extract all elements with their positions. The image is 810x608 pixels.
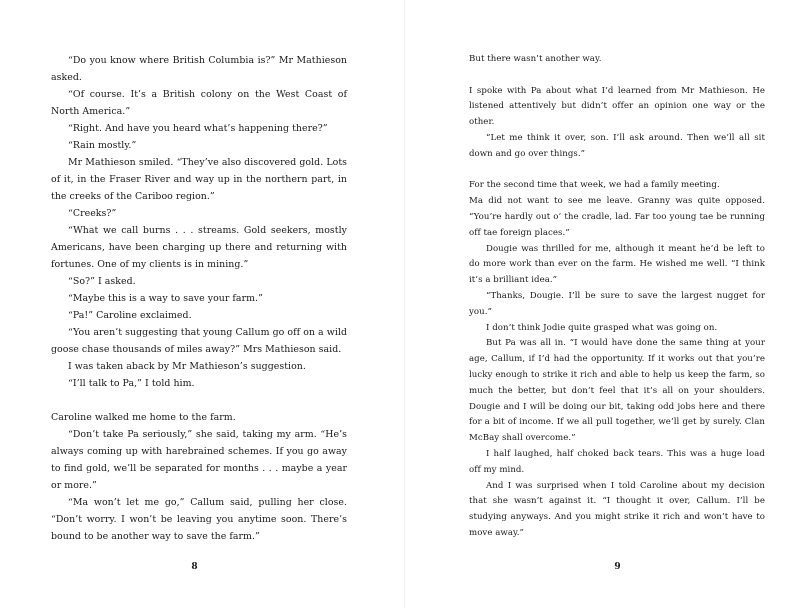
paragraph: “Thanks, Dougie. I’ll be sure to save the largest nugget for you.” xyxy=(469,290,765,317)
right-page xyxy=(405,0,810,608)
paragraph: “Pa!” Caroline exclaimed. xyxy=(68,310,192,321)
paragraph: “I’ll talk to Pa,” I told him. xyxy=(68,378,195,389)
paragraph: I was taken aback by Mr Mathieson’s suggestion. xyxy=(68,361,306,372)
paragraph: Mr Mathieson smiled. “They’ve also discovered gold. Lots of it, in the Fraser River and way up in the northern part, in the creeks of the Cariboo region.” xyxy=(51,157,347,202)
paragraph: “Do you know where British Columbia is?” Mr Mathieson asked. xyxy=(51,55,347,83)
left-page-text xyxy=(51,52,347,545)
paragraph: “Rain mostly.” xyxy=(68,140,137,151)
paragraph: I half laughed, half choked back tears. This was a huge load off my mind. xyxy=(469,448,765,475)
paragraph: “Don’t take Pa seriously,” she said, taking my arm. “He’s always coming up with harebrained schemes. If you go away to find gold, we’ll be separated for months . . . maybe a year or more.” xyxy=(51,429,347,491)
paragraph: I don’t think Jodie quite grasped what was going on. xyxy=(486,322,718,333)
section-break-paragraph: For the second time that week, we had a family meeting. xyxy=(469,180,720,191)
paragraph: Ma did not want to see me leave. Granny was quite opposed. “You’re hardly out o’ the cradle, lad. Far too young tae be running off tae foreign places.” xyxy=(469,196,765,238)
page-number: 9 xyxy=(614,562,621,572)
paragraph: But Pa was all in. “I would have done the same thing at your age, Callum, if I’d had the opportunity. If it works out that you’re lucky enough to strike it rich and able to help us keep the farm, so much the better, but don’t feel that it’s all on your shoulders. Dougie and I will be doing our bit, taking odd jobs here and there for a bit of income. If we all pull together, we’ll get by surely. Clan McBay shall overcome.” xyxy=(469,338,765,444)
paragraph: “So?” I asked. xyxy=(68,276,136,287)
paragraph: “Ma won’t let me go,” Callum said, pulling her close. “Don’t worry. I won’t be leaving you anytime soon. There’s bound to be another way to save the farm.” xyxy=(51,497,347,542)
section-break-paragraph: Caroline walked me home to the farm. xyxy=(51,412,236,423)
paragraph: But there wasn’t another way. xyxy=(469,54,602,64)
section-break-paragraph: I spoke with Pa about what I’d learned from Mr Mathieson. He listened attentively but didn’t offer an opinion one way or the other. xyxy=(469,85,765,128)
paragraph: “Of course. It’s a British colony on the West Coast of North America.” xyxy=(51,89,347,117)
paragraph: “Creeks?” xyxy=(68,208,117,219)
paragraph: And I was surprised when I told Caroline about my decision that she wasn’t against it. “I thought it over, Callum. I’ll be studying anyways. And you might strike it rich and won’t have to move away.” xyxy=(469,480,765,538)
paragraph: “What we call burns . . . streams. Gold seekers, mostly Americans, have been charging up there and returning with fortunes. One of my clients is in mining.” xyxy=(51,225,347,270)
paragraph: “Right. And have you heard what’s happening there?” xyxy=(68,123,328,134)
paragraph: “Let me think it over, son. I’ll ask around. Then we’ll all sit down and go over things.” xyxy=(469,132,765,159)
paragraph: “You aren’t suggesting that young Callum go off on a wild goose chase thousands of miles away?” Mrs Mathieson said. xyxy=(51,327,347,355)
paragraph: “Maybe this is a way to save your farm.” xyxy=(68,293,263,304)
paragraph: Dougie was thrilled for me, although it meant he’d be left to do more work than ever on the farm. He wished me well. “I think it’s a brilliant idea.” xyxy=(469,243,765,286)
page-number: 8 xyxy=(191,562,198,572)
right-page-text xyxy=(469,52,765,542)
